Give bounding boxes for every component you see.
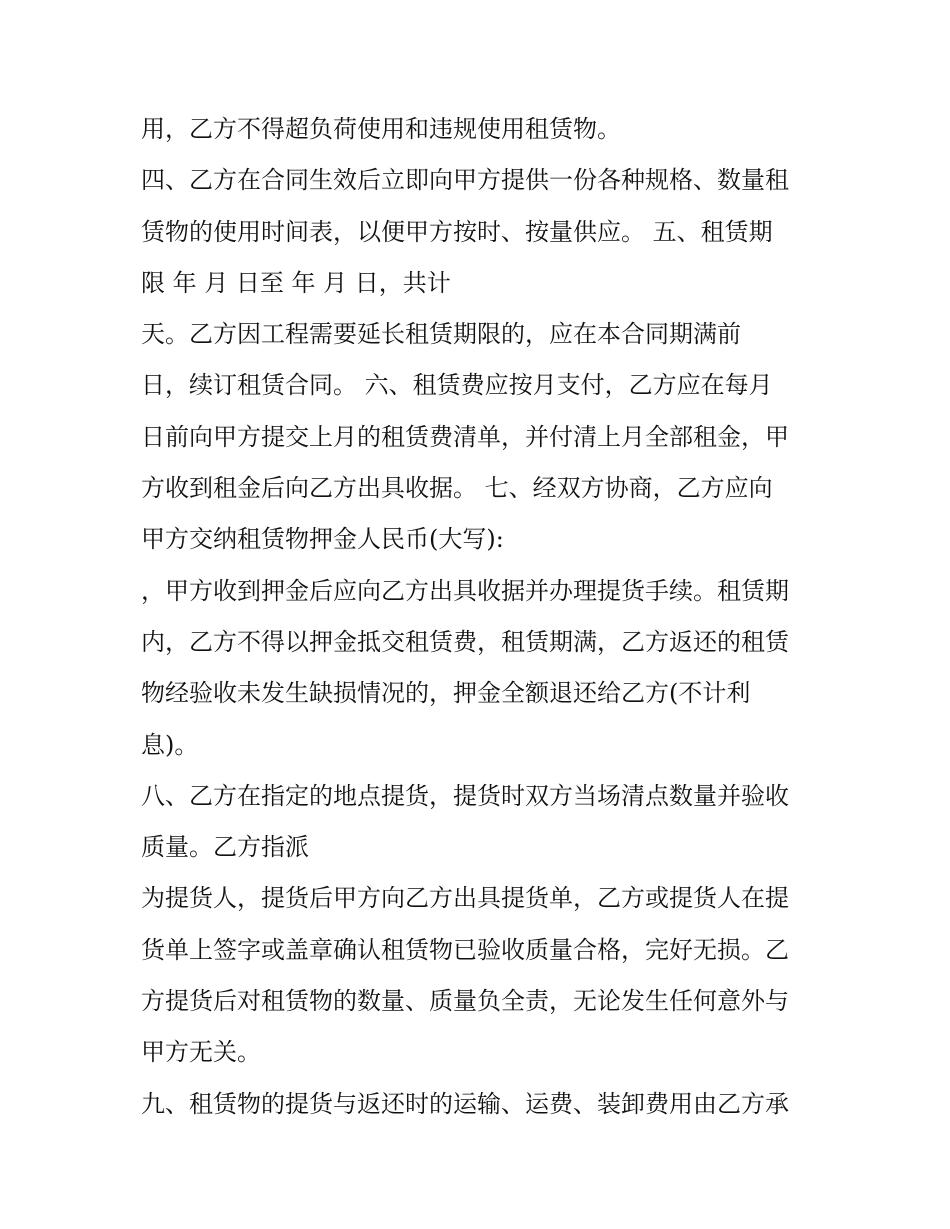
text-line: ，甲方收到押金后应向乙方出具收据并办理提货手续。租赁期 bbox=[141, 576, 789, 605]
text-line: 用，乙方不得超负荷使用和违规使用租赁物。 bbox=[141, 115, 621, 143]
text-line: 九、租赁物的提货与返还时的运输、运费、装卸费用由乙方承 bbox=[141, 1089, 789, 1118]
text-line: 限 年 月 日至 年 月 日，共计 bbox=[141, 268, 451, 297]
text-line: 赁物的使用时间表，以便甲方按时、按量供应。 五、租赁期 bbox=[141, 217, 773, 246]
text-line: 甲方交纳租赁物押金人民币(大写): bbox=[141, 525, 504, 554]
text-line: 天。乙方因工程需要延长租赁期限的，应在本合同期满前 bbox=[141, 320, 741, 349]
contract-body-text bbox=[141, 104, 821, 1130]
text-line: 息)。 bbox=[141, 730, 199, 759]
text-line: 内，乙方不得以押金抵交租赁费，租赁期满，乙方返还的租赁 bbox=[141, 627, 789, 656]
text-line: 日前向甲方提交上月的租赁费清单，并付清上月全部租金，甲 bbox=[141, 422, 789, 451]
text-line: 货单上签字或盖章确认租赁物已验收质量合格，完好无损。乙 bbox=[141, 935, 789, 964]
text-line: 八、乙方在指定的地点提货，提货时双方当场清点数量并验收 bbox=[141, 781, 789, 810]
text-line: 方提货后对租赁物的数量、质量负全责，无论发生任何意外与 bbox=[141, 987, 789, 1016]
text-line: 物经验收未发生缺损情况的，押金全额退还给乙方(不计利 bbox=[141, 679, 751, 708]
text-line: 四、乙方在合同生效后立即向甲方提供一份各种规格、数量租 bbox=[141, 166, 789, 195]
text-line: 方收到租金后向乙方出具收据。 七、经双方协商，乙方应向 bbox=[141, 474, 773, 503]
text-line: 为提货人，提货后甲方向乙方出具提货单，乙方或提货人在提 bbox=[141, 884, 789, 913]
text-line: 甲方无关。 bbox=[141, 1038, 261, 1067]
text-line: 质量。乙方指派 bbox=[141, 833, 309, 862]
text-line: 日，续订租赁合同。 六、租赁费应按月支付，乙方应在每月 bbox=[141, 371, 773, 400]
